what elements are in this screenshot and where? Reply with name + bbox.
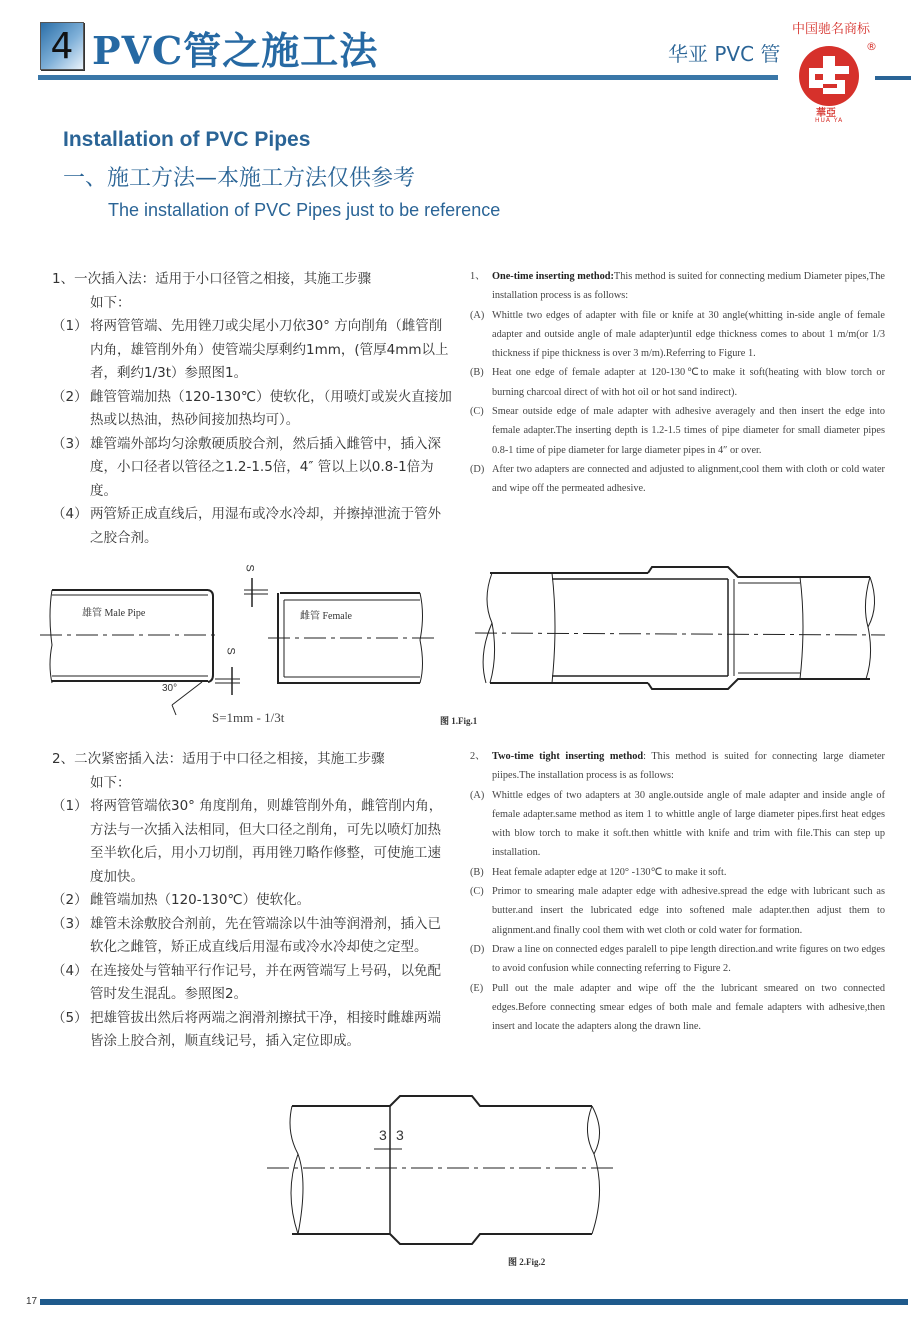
method2-cn-step — [52, 795, 452, 889]
logo-en-text: HUA YA — [815, 117, 844, 124]
method2-en-step — [470, 786, 885, 863]
section-title-cn: 一、施工方法—本施工方法仅供参考 — [63, 166, 416, 191]
step-number: （2） — [52, 892, 88, 908]
step-text: Draw a line on connected edges paralell to pipe length direction.and write figures on two edges to avoid confusion while connecting referring to Figure 2. — [492, 943, 885, 975]
footer-divider — [40, 1299, 908, 1305]
method1-en-step — [470, 363, 885, 402]
step-label: (E) — [470, 982, 484, 994]
alignment-mark-right: 3 — [396, 1127, 404, 1143]
male-pipe-label: 雄管 Male Pipe — [82, 608, 146, 619]
alignment-mark-left: 3 — [379, 1127, 387, 1143]
angle-label: 30° — [162, 683, 178, 694]
chapter-title: PVC管之施工法 — [92, 28, 379, 73]
heading-bold: Two-time tight inserting method — [492, 751, 644, 762]
step-text: Whittle edges of two adapters at 30 angle.outside angle of male adapter and inside angle of female adapter.same method as item 1 to whittle angle of large diameter pipes.first heat edges with blow torch to make it soft.then whittle with knife and trim with file.This can step up installation. — [492, 789, 885, 859]
step-text: 雄管未涂敷胶合剂前，先在管端涂以牛油等润滑剂，插入已软化之雌管，矫正成直线后用湿布或冷水冷却使之定型。 — [90, 915, 441, 955]
method2-cn-step — [52, 960, 452, 1007]
step-number: （4） — [52, 962, 88, 979]
method2-en-step — [470, 940, 885, 979]
method1-en — [470, 267, 885, 499]
step-text: Primor to smearing male adapter edge with adhesive.spread the edge with lubricant such as butter.and insert the lubricated edge into softened male adapter.then adjust them to alignment.and finally cool them with wet cloth or cold water for formation. — [492, 886, 885, 936]
figure1-separate-pipes — [30, 555, 450, 730]
figure2-marked-joint — [262, 1092, 622, 1252]
step-label: (B) — [470, 367, 484, 379]
step-text: 将两管管端依30° 角度削角，则雄管削外角，雌管削内角，方法与一次插入法相同，但大口径之削角，可先以喷灯加热至半软化后，用小刀切削，再用锉刀略作修整，可使施工速度加快。 — [90, 798, 443, 885]
method2-cn-step — [52, 1007, 452, 1054]
step-text: Pull out the male adapter and wipe off the the lubricant smeared on two connected edges.Before connecting smear edges of both male and female adapters with adhesive,then insert and locate the adapters along the drawn line. — [492, 982, 885, 1033]
step-text: 将两管管端、先用锉刀或尖尾小刀依30° 方向削角（雌管削内角，雄管削外角）使管端尖厚剩约1mm，(管厚4mm以上者，剩约1/3t）参照图1。 — [90, 318, 449, 381]
method2-cn-heading: 2、二次紧密插入法：适用于中口径之相接，其施工步骤 — [52, 751, 385, 767]
step-label: (A) — [470, 309, 485, 321]
female-pipe-label: 雌管 Female — [300, 611, 352, 622]
method2-en-step — [470, 863, 885, 882]
heading-bold: One-time inserting method: — [492, 271, 614, 282]
step-label: (B) — [470, 866, 484, 878]
method1-en-step — [470, 306, 885, 364]
heading-number: 2、 — [470, 751, 486, 762]
header-divider — [38, 75, 778, 80]
method1-en-step — [470, 402, 885, 460]
figure1-caption: 图 1.Fig.1 — [440, 716, 478, 726]
step-number: （2） — [52, 388, 88, 405]
step-number: （3） — [52, 435, 88, 452]
header-divider-right — [875, 76, 911, 80]
step-label: (C) — [470, 406, 484, 418]
step-text: Heat female adapter edge at 120° -130℃ to make it soft. — [492, 866, 727, 878]
method2-en-heading — [470, 747, 885, 786]
step-text: 在连接处与管轴平行作记号，并在两管端写上号码，以免配管时发生混乱。参照图2。 — [90, 962, 441, 1002]
method1-en-heading — [470, 267, 885, 306]
step-number: （5） — [52, 1009, 88, 1026]
figure2-caption: 图 2.Fig.2 — [508, 1257, 546, 1267]
step-text: 把雄管拔出然后将两端之润滑剂擦拭干净，相接时雌雄两端皆涂上胶合剂，顺直线记号，插入定位即成。 — [90, 1009, 441, 1049]
brand-text: 华亚 PVC 管 — [668, 42, 781, 66]
step-text: 雄管端外部均匀涂敷硬质胶合剂，然后插入雌管中，插入深度，小口径者以管径之1.2-1.5倍，4″ 管以上以0.8-1倍为度。 — [90, 435, 441, 499]
chapter-number: 4 — [50, 25, 74, 67]
s-dimension-top: S — [243, 564, 256, 572]
method2-en-step — [470, 882, 885, 940]
logo-cn-text: 華亞 — [816, 108, 836, 119]
method2-cn-step — [52, 889, 452, 913]
step-text: 雌管端加热（120-130℃）使软化。 — [90, 892, 311, 908]
step-label: (D) — [470, 463, 485, 475]
heading-number: 1、 — [470, 271, 486, 282]
step-label: (D) — [470, 943, 485, 955]
huaya-logo-icon — [797, 44, 861, 108]
step-label: (C) — [470, 886, 484, 898]
figure1-joined-pipes — [470, 565, 890, 715]
page-number: 17 — [26, 1296, 38, 1307]
method2-cn — [52, 748, 452, 1054]
method2-cn-heading-cont: 如下： — [90, 774, 131, 791]
step-number: （4） — [52, 506, 88, 522]
step-text: 雌管管端加热（120-130℃）使软化，（用喷灯或炭火直接加热或以热油，热砂间接加热均可）。 — [90, 388, 452, 428]
step-number: （1） — [52, 798, 88, 814]
figure1-formula: S=1mm - 1/3t — [212, 710, 285, 725]
step-text: 两管矫正成直线后，用湿布或冷水冷却，并擦掉泄流于管外之胶合剂。 — [90, 506, 441, 546]
s-dimension-bottom: S — [224, 647, 237, 655]
method1-cn-heading: 1、一次插入法：适用于小口径管之相接，其施工步骤 — [52, 271, 372, 287]
step-text: After two adapters are connected and adjusted to alignment,cool them with cloth or cold water and wipe off the permeated adhesive. — [492, 463, 885, 495]
heading-text: This method is suited for connecting medium Diameter pipes,The installation process is as follows: — [492, 271, 885, 302]
section-title-en: Installation of PVC Pipes — [63, 128, 311, 151]
step-text: Smear outside edge of male adapter with adhesive averagely and then insert the edge into female adapter.The inserting depth is 1.2-1.5 times of pipe diameter for small diameter pipes 0.8-1 time of pipe diameter for large diameter pipes in 4″ or over. — [492, 406, 885, 456]
step-number: （1） — [52, 318, 88, 334]
brand-tag: 中国驰名商标 — [792, 22, 871, 37]
step-text: Whittle two edges of adapter with file or knife at 30 angle(whitting in-side angle of female adapter and outside angle of male adapter)until edge thickness comes to about 1 m/m(or 1/3 thickness if pipe thickness is over 3 m/m).Referring to Figure 1. — [492, 309, 885, 360]
method1-cn-step — [52, 433, 452, 504]
method1-cn-heading-cont: 如下： — [90, 294, 131, 311]
registered-mark: ® — [866, 40, 877, 53]
section-subtitle-en: The installation of PVC Pipes just to be reference — [108, 200, 501, 220]
method1-cn-step — [52, 315, 452, 386]
method1-cn — [52, 268, 452, 550]
method2-cn-step — [52, 913, 452, 960]
heading-text: : This method is suited for connecting large diameter piipes.The installation process is as follows: — [492, 751, 885, 782]
chapter-number-badge — [40, 22, 84, 70]
step-number: （3） — [52, 915, 88, 932]
method1-cn-step — [52, 503, 452, 550]
step-label: (A) — [470, 789, 485, 801]
method1-cn-step — [52, 386, 452, 433]
step-text: Heat one edge of female adapter at 120-130℃to make it soft(heating with blow torch or burning charcoal direct of with hot oil or hot sand indirect). — [492, 367, 885, 398]
method1-en-step — [470, 460, 885, 499]
method2-en-step — [470, 979, 885, 1037]
method2-en — [470, 747, 885, 1036]
